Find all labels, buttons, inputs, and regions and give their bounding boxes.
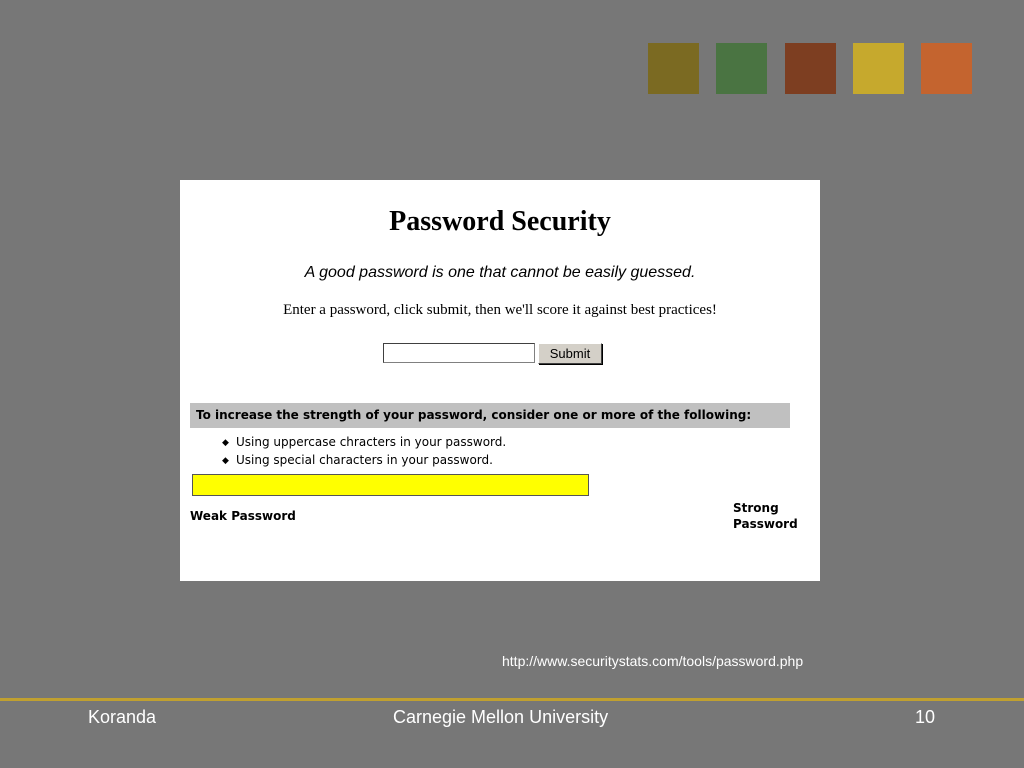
list-item <box>222 453 506 471</box>
strong-label-line2: Password <box>733 517 798 531</box>
strength-meter-fill <box>193 475 588 495</box>
color-swatch <box>921 43 972 94</box>
password-tool-screenshot <box>180 180 820 581</box>
tip-text: Using special characters in your password. <box>236 453 493 467</box>
tagline: A good password is one that cannot be easily guessed. <box>304 264 696 281</box>
tips-header: To increase the strength of your password, consider one or more of the following: <box>190 403 790 428</box>
color-swatch <box>648 43 699 94</box>
list-item <box>222 435 506 453</box>
footer-divider <box>0 698 1024 701</box>
footer-author: Koranda <box>88 707 157 727</box>
page-title: Password Security <box>389 206 611 237</box>
tip-text: Using uppercase chracters in your password. <box>236 435 507 449</box>
instructions-text: Enter a password, click submit, then we'll score it against best practices! <box>283 302 717 318</box>
color-swatch <box>785 43 836 94</box>
source-url: http://www.securitystats.com/tools/password.php <box>502 653 804 669</box>
diamond-bullet-icon: ◆ <box>222 456 229 466</box>
footer-institution: Carnegie Mellon University <box>393 707 609 727</box>
color-swatch <box>716 43 767 94</box>
strength-meter <box>192 474 589 496</box>
password-input[interactable] <box>383 343 535 363</box>
strong-label-line1: Strong <box>733 501 779 515</box>
color-swatch <box>853 43 904 94</box>
diamond-bullet-icon: ◆ <box>222 438 229 448</box>
tips-list <box>222 435 506 471</box>
slide-number: 10 <box>915 707 936 727</box>
strong-password-label <box>733 500 813 532</box>
weak-password-label: Weak Password <box>190 509 296 523</box>
submit-button[interactable]: Submit <box>538 343 602 364</box>
